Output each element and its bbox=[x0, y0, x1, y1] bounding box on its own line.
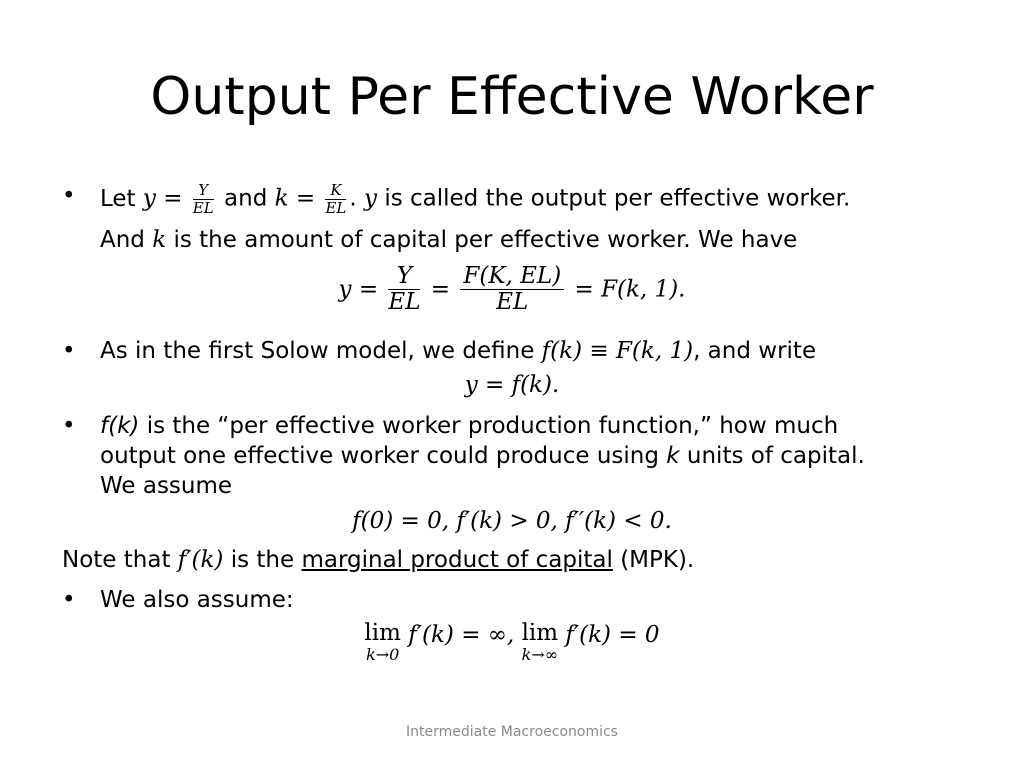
equation-y-equals-fk: y = f(k). bbox=[464, 372, 560, 398]
mpk-underlined-term: marginal product of capital bbox=[301, 547, 613, 573]
bullet-1-line-2: And k is the amount of capital per effective worker. We have bbox=[100, 227, 798, 253]
bullet-3-line-3: We assume bbox=[100, 473, 233, 499]
note-line: Note that f′(k) is the marginal product of capital (MPK). bbox=[62, 547, 695, 573]
equation-assumptions: f(0) = 0, f′(k) > 0, f′′(k) < 0. bbox=[352, 508, 672, 534]
bullet-marker: • bbox=[62, 338, 76, 364]
equation-output-per-worker: y = $\frac{Y}{EL}$ = $\frac{F(K, EL)}{EL}$ = F(k, 1). bbox=[338, 263, 686, 316]
fraction-y-def: $\frac{Y}{EL}$ bbox=[192, 181, 214, 217]
slide-footer: Intermediate Macroeconomics bbox=[406, 724, 618, 740]
equation-inada-conditions: lim k→0 f′(k) = ∞, lim k→∞ f′(k) = 0 bbox=[364, 620, 660, 664]
fraction-k-def: $\frac{K}{EL}$ bbox=[325, 181, 347, 217]
bullet-3-line-1: • f(k) is the “per effective worker production function,” how much bbox=[62, 413, 839, 439]
limit-k-to-infinity: lim k→∞ bbox=[521, 620, 559, 664]
bullet-1-line-1: • Let y = $\frac{Y}{EL}$ and k = $\frac{K}{EL}$ . y is called the output per effective worker. bbox=[62, 181, 851, 217]
bullet-3-line-2: output one effective worker could produce using k units of capital. bbox=[100, 443, 865, 469]
bullet-marker: • bbox=[62, 183, 76, 209]
bullet-marker: • bbox=[62, 587, 76, 613]
bullet-2-line-1: • As in the first Solow model, we define f(k) ≡ F(k, 1), and write bbox=[62, 338, 817, 364]
bullet-4-line-1: • We also assume: bbox=[62, 587, 294, 613]
slide-title: Output Per Effective Worker bbox=[150, 67, 874, 127]
bullet-marker: • bbox=[62, 413, 76, 439]
limit-k-to-0: lim k→0 bbox=[364, 620, 401, 664]
